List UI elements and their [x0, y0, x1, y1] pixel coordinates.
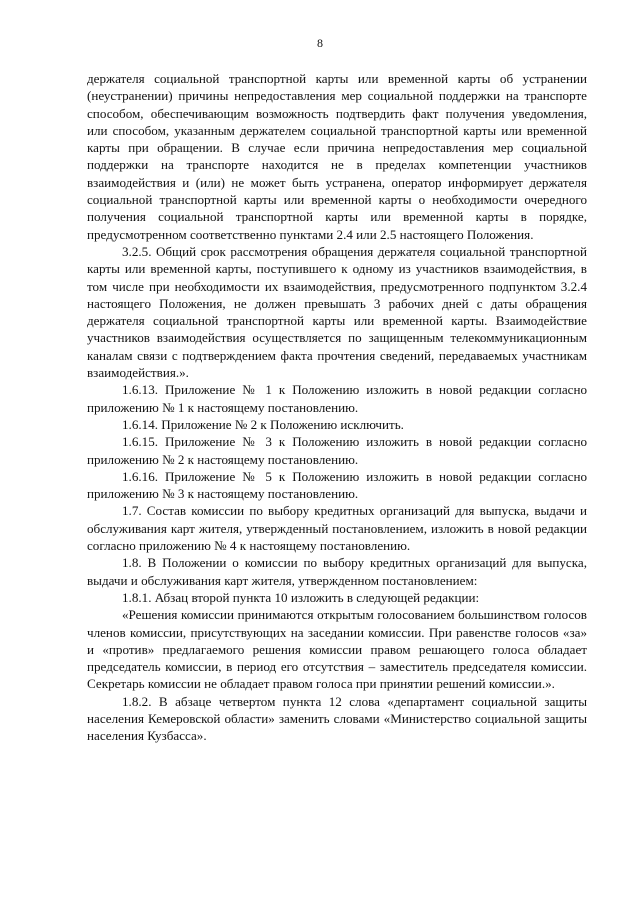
quoted-paragraph: «Решения комиссии принимаются открытым голосованием большинством голосов членов комиссии, присутствующих на заседании комиссии. При равенстве голосов «за» и «против» предлагаемого решения комиссии правом решающего голоса обладает председатель комиссии, в период его отсутствия – заместитель председателя комиссии. Секретарь комиссии не обладает правом голоса при принятии решений комиссии.».	[87, 607, 587, 692]
paragraph-1-6-16: 1.6.16. Приложение № 5 к Положению изложить в новой редакции согласно приложению № 3 к настоящему постановлению.	[87, 468, 587, 502]
paragraph-1-8-1: 1.8.1. Абзац второй пункта 10 изложить в следующей редакции:	[122, 589, 480, 605]
paragraph-1-6-15: 1.6.15. Приложение № 3 к Положению изложить в новой редакции согласно приложению № 2 к настоящему постановлению.	[87, 434, 587, 467]
document-body	[87, 70, 587, 745]
paragraph-1-8: 1.8. В Положении о комиссии по выбору кредитных организаций для выпуска, выдачи и обслуживания карт жителя, утвержденном постановлением:	[87, 555, 587, 588]
paragraph-3-2-5: 3.2.5. Общий срок рассмотрения обращения держателя социальной транспортной карты или временной карты, поступившего к одному из участников взаимодействия, в том числе при необходимости их взаимодействия, предусмотренного подпунктом 3.2.4 настоящего Положения, не должен превышать 3 рабочих дней с даты обращения держателя социальной транспортной карты или временной карты. Взаимодействие участников взаимодействия осуществляется по защищенным телекоммуникационным каналам связи с подтверждением факта прочтения сведений, передаваемых участникам взаимодействия.».	[87, 243, 587, 381]
paragraph-1-6-14: 1.6.14. Приложение № 2 к Положению исключить.	[122, 416, 404, 432]
paragraph-continuation: держателя социальной транспортной карты или временной карты об устранении (неустранении) причины непредоставления мер социальной поддержки на транспорте способом, обеспечивающим возможность подтвердить факт получения уведомления, или способом, указанным держателем социальной транспортной карты или временной карты при обращении. В случае если причина непредоставления мер социальной поддержки на транспорте находится не в пределах компетенции участников взаимодействия и (или) не может быть устранена, оператор информирует держателя социальной транспортной карты или временной карты о необходимости очередного получения социальной транспортной карты или временной карты в порядке, предусмотренном соответственно пунктами 2.4 или 2.5 настоящего Положения.	[87, 71, 587, 242]
paragraph-1-8-2: 1.8.2. В абзаце четвертом пункта 12 слова «департамент социальной защиты населения Кемеровской области» заменить словами «Министерство социальной защиты населения Кузбасса».	[87, 693, 587, 744]
paragraph-1-6-13: 1.6.13. Приложение № 1 к Положению изложить в новой редакции согласно приложению № 1 к настоящему постановлению.	[87, 382, 587, 415]
page-number: 8	[317, 36, 323, 50]
paragraph-1-7: 1.7. Состав комиссии по выбору кредитных организаций для выпуска, выдачи и обслуживания карт жителя, утвержденный постановлением, изложить в новой редакции согласно приложению № 4 к настоящему постановлению.	[87, 503, 587, 554]
